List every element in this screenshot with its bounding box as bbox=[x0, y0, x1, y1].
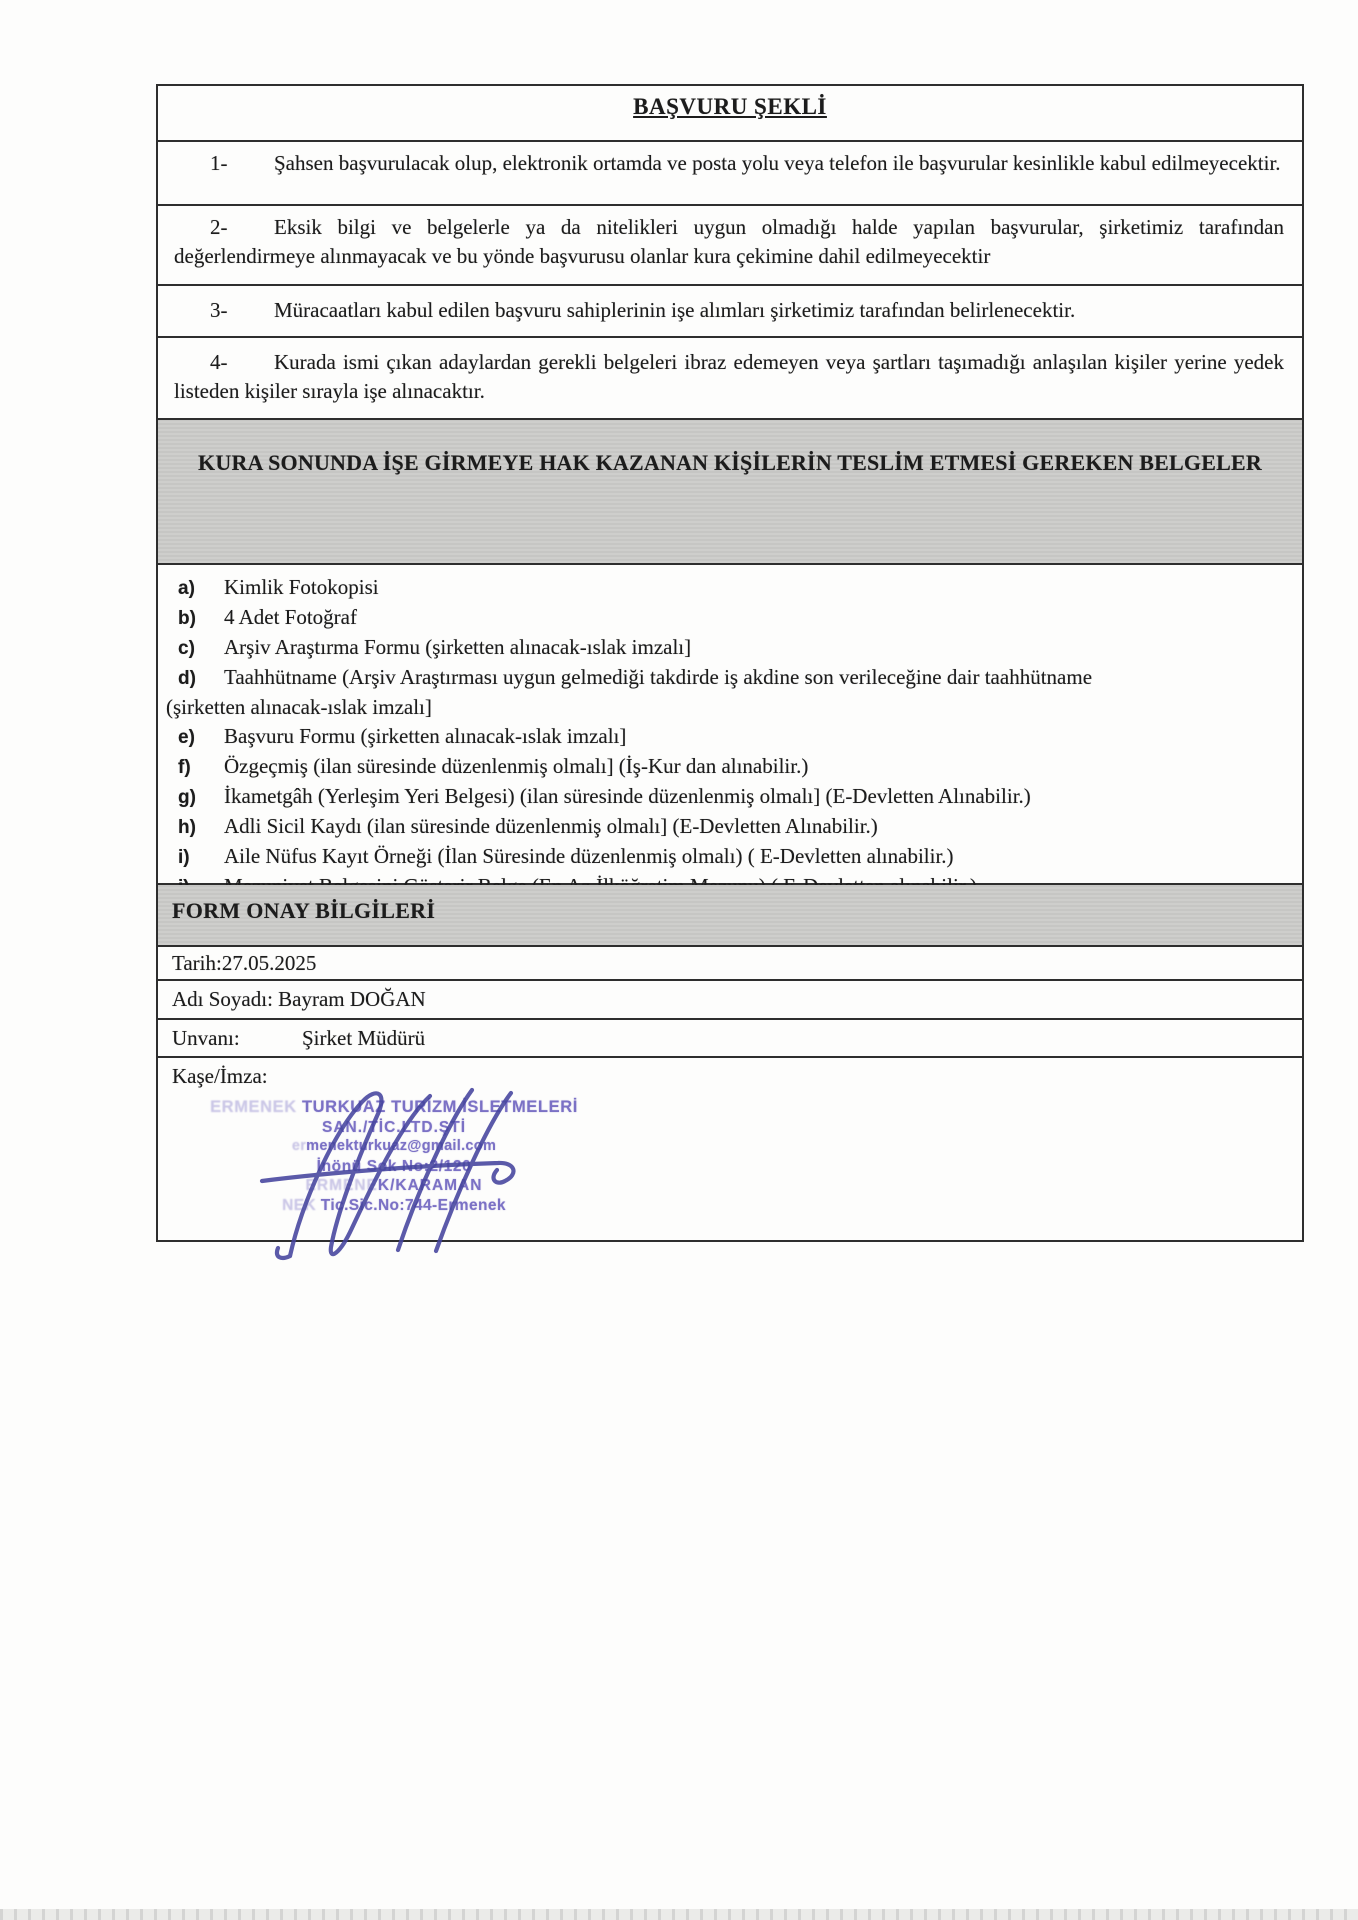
signature-tail bbox=[277, 1248, 290, 1258]
stamp-signature-row bbox=[158, 1058, 1302, 1240]
document-letter: i) bbox=[178, 847, 190, 868]
document-letter: e) bbox=[178, 727, 195, 748]
stamp-line-6 bbox=[194, 1196, 594, 1216]
document-item-b bbox=[162, 603, 1292, 633]
scanner-edge-artifact bbox=[0, 1909, 1358, 1920]
document-text: İkametgâh (Yerleşim Yeri Belgesi) (ilan süresinde düzenlenmiş olmalı] (E-Devletten Alınabilir.) bbox=[224, 784, 1031, 808]
stamp-text: TURKUAZ TURİZM İSLETMELERİ bbox=[301, 1098, 578, 1116]
stamp-faint-fragment: ERMENE bbox=[305, 1177, 378, 1194]
documents-header: KURA SONUNDA İŞE GİRMEYE HAK KAZANAN KİŞİLERİN TESLİM ETMESİ GEREKEN BELGELER bbox=[198, 450, 1262, 475]
documents-list-row bbox=[158, 565, 1302, 885]
document-item-a bbox=[162, 573, 1292, 603]
document-letter: c) bbox=[178, 638, 195, 659]
item-text: Şahsen başvurulacak olup, elektronik ortamda ve posta yolu veya telefon ile başvurular kesinlikle kabul edilmeyecektir. bbox=[274, 151, 1281, 175]
item-number: 1- bbox=[210, 151, 228, 175]
stamp-faint-fragment: er bbox=[291, 1138, 307, 1154]
document-letter: h) bbox=[178, 817, 196, 838]
document-text: Kimlik Fotokopisi bbox=[224, 575, 379, 599]
name-text: Adı Soyadı: Bayram DOĞAN bbox=[172, 987, 426, 1011]
title-row bbox=[158, 86, 1302, 142]
stamp-text: SAN./TİC.LTD.ŞTİ bbox=[321, 1118, 466, 1136]
document-item-f bbox=[162, 752, 1292, 782]
stamp-line-3 bbox=[194, 1137, 594, 1157]
numbered-item-row-4 bbox=[158, 338, 1302, 420]
stamp-text: K/KARAMAN bbox=[377, 1177, 483, 1194]
numbered-item-row-1 bbox=[158, 142, 1302, 206]
title-label: Unvanı: bbox=[172, 1026, 240, 1050]
stamp-text: İnönü Sok No:2/120 bbox=[316, 1157, 472, 1175]
item-number: 2- bbox=[210, 215, 228, 239]
company-stamp bbox=[194, 1098, 594, 1215]
page-title: BAŞVURU ŞEKLİ bbox=[633, 94, 827, 119]
document-letter: d) bbox=[178, 668, 196, 689]
form-approval-band bbox=[158, 885, 1302, 947]
document-item-e bbox=[162, 722, 1292, 752]
stamp-line-4 bbox=[194, 1157, 594, 1177]
application-form-table bbox=[156, 84, 1304, 1242]
numbered-item-row-2 bbox=[158, 206, 1302, 286]
document-letter: g) bbox=[178, 787, 196, 808]
item-number: 4- bbox=[210, 350, 228, 374]
date-text: Tarih:27.05.2025 bbox=[172, 951, 317, 975]
title-value: Şirket Müdürü bbox=[302, 1026, 426, 1050]
document-item-i bbox=[162, 842, 1292, 872]
approval-title-row bbox=[158, 1020, 1302, 1058]
stamp-text: Tic.Sic.No:744-Ermenek bbox=[320, 1196, 506, 1214]
document-letter: f) bbox=[178, 757, 191, 778]
numbered-item-row-3 bbox=[158, 286, 1302, 338]
document-text: Arşiv Araştırma Formu (şirketten alınacak-ıslak imzalı] bbox=[224, 635, 692, 659]
approval-header: FORM ONAY BİLGİLERİ bbox=[172, 898, 436, 923]
document-text: 4 Adet Fotoğraf bbox=[224, 605, 357, 629]
document-text-continuation: (şirketten alınacak-ıslak imzalı] bbox=[166, 695, 432, 719]
stamp-faint-fragment: NEK bbox=[282, 1196, 321, 1214]
stamp-text: menekturkuaz@gmail.com bbox=[306, 1138, 497, 1154]
stamp-line-1 bbox=[194, 1098, 594, 1118]
approval-name-row bbox=[158, 981, 1302, 1020]
item-text: Müracaatları kabul edilen başvuru sahiplerinin işe alımları şirketimiz tarafından belirlenecektir. bbox=[274, 298, 1076, 322]
document-text: Taahhütname (Arşiv Araştırması uygun gelmediği takdirde iş akdine son verileceğine dair taahhütname bbox=[224, 665, 1093, 689]
item-number: 3- bbox=[210, 298, 228, 322]
stamp-label: Kaşe/İmza: bbox=[172, 1064, 268, 1088]
document-text: Adli Sicil Kaydı (ilan süresinde düzenlenmiş olmalı] (E-Devletten Alınabilir.) bbox=[224, 814, 878, 838]
document-item-c bbox=[162, 633, 1292, 663]
document-item-h bbox=[162, 812, 1292, 842]
document-letter: b) bbox=[178, 608, 196, 629]
stamp-line-5 bbox=[194, 1176, 594, 1196]
document-text: Başvuru Formu (şirketten alınacak-ıslak imzalı] bbox=[224, 724, 627, 748]
document-letter: a) bbox=[178, 578, 195, 599]
document-item-d bbox=[162, 663, 1292, 693]
item-text: Eksik bilgi ve belgelerle ya da nitelikleri uygun olmadığı halde yapılan başvurular, şirketimiz tarafından değerlendirmeye alınmayacak ve bu yönde başvurusu olanlar kura çekimine dahil edilmeyecektir bbox=[174, 215, 1284, 268]
document-text: Aile Nüfus Kayıt Örneği (İlan Süresinde düzenlenmiş olmalı) ( E-Devletten alınabilir.) bbox=[224, 844, 954, 868]
stamp-line-2 bbox=[194, 1118, 594, 1138]
documents-list bbox=[162, 573, 1292, 902]
stamp-faint-fragment: ERMENEK bbox=[210, 1098, 302, 1116]
document-item-g bbox=[162, 782, 1292, 812]
item-text: Kurada ismi çıkan adaylardan gerekli belgeleri ibraz edemeyen veya şartları taşımadığı anlaşılan kişiler yerine yedek listeden kişiler sırayla işe alınacaktır. bbox=[174, 350, 1284, 403]
documents-header-band bbox=[158, 420, 1302, 565]
document-text: Özgeçmiş (ilan süresinde düzenlenmiş olmalı] (İş-Kur dan alınabilir.) bbox=[224, 754, 809, 778]
approval-date-row bbox=[158, 947, 1302, 981]
